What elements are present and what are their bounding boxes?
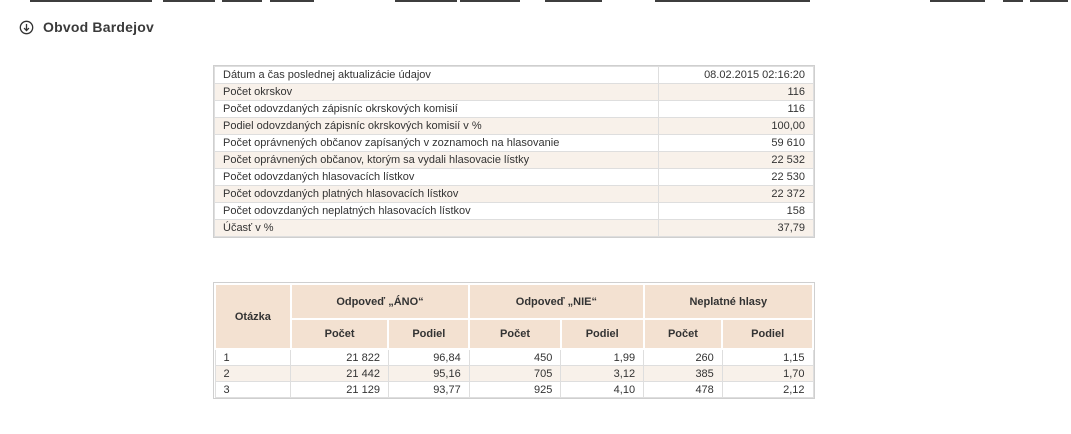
col-header-invalid-group: Neplatné hlasy: [644, 284, 813, 319]
invalid-share: 1,15: [722, 349, 813, 366]
yes-count: 21 129: [291, 382, 389, 398]
top-bar-fragment: [655, 0, 810, 2]
no-share: 3,12: [561, 366, 644, 382]
col-header-no-count: Počet: [469, 319, 561, 349]
no-share: 1,99: [561, 349, 644, 366]
summary-row: [215, 169, 814, 186]
summary-row: [215, 67, 814, 84]
summary-row: [215, 101, 814, 118]
summary-row-label: Počet odovzdaných neplatných hlasovacích lístkov: [215, 203, 659, 220]
col-header-invalid-share: Podiel: [722, 319, 813, 349]
summary-row: [215, 135, 814, 152]
col-header-yes-count: Počet: [291, 319, 389, 349]
yes-count: 21 442: [291, 366, 389, 382]
top-bar-fragment: [1030, 0, 1068, 2]
question-number: 3: [215, 382, 291, 398]
top-bar-fragment: [460, 0, 520, 2]
top-bar-fragment: [270, 0, 314, 2]
top-bar-fragment: [222, 0, 262, 2]
no-share: 4,10: [561, 382, 644, 398]
page-title: Obvod Bardejov: [43, 19, 154, 35]
question-number: 1: [215, 349, 291, 366]
circle-arrow-down-icon[interactable]: [19, 20, 34, 35]
summary-row: [215, 186, 814, 203]
yes-count: 21 822: [291, 349, 389, 366]
col-header-yes-group: Odpoveď „ÁNO“: [291, 284, 469, 319]
summary-row-value: 158: [659, 203, 814, 220]
summary-row-label: Počet odovzdaných hlasovacích lístkov: [215, 169, 659, 186]
results-table: [213, 282, 815, 399]
invalid-share: 1,70: [722, 366, 813, 382]
top-bar-fragment: [1003, 0, 1023, 2]
top-bar-fragment: [163, 0, 215, 2]
yes-share: 93,77: [388, 382, 469, 398]
summary-row-label: Počet odovzdaných zápisníc okrskových komisií: [215, 101, 659, 118]
no-count: 705: [469, 366, 561, 382]
invalid-share: 2,12: [722, 382, 813, 398]
summary-row-value: 22 372: [659, 186, 814, 203]
summary-row-label: Počet oprávnených občanov zapísaných v zoznamoch na hlasovanie: [215, 135, 659, 152]
top-bar-fragment: [545, 0, 602, 2]
summary-row-label: Podiel odovzdaných zápisníc okrskových komisií v %: [215, 118, 659, 135]
no-count: 925: [469, 382, 561, 398]
summary-row-value: 22 530: [659, 169, 814, 186]
summary-row-value: 08.02.2015 02:16:20: [659, 67, 814, 84]
summary-row: [215, 203, 814, 220]
col-header-invalid-count: Počet: [644, 319, 723, 349]
yes-share: 96,84: [388, 349, 469, 366]
invalid-count: 260: [644, 349, 723, 366]
summary-row-value: 59 610: [659, 135, 814, 152]
summary-row: [215, 118, 814, 135]
results-row: [215, 366, 813, 382]
section-header: [19, 19, 154, 35]
summary-row-label: Počet odovzdaných platných hlasovacích lístkov: [215, 186, 659, 203]
summary-row: [215, 152, 814, 169]
top-bar-fragment: [395, 0, 457, 2]
summary-table: [213, 65, 815, 238]
yes-share: 95,16: [388, 366, 469, 382]
results-table-body: [215, 349, 813, 398]
summary-row: [215, 84, 814, 101]
summary-row-label: Dátum a čas poslednej aktualizácie údajov: [215, 67, 659, 84]
summary-row: [215, 220, 814, 237]
summary-row-value: 100,00: [659, 118, 814, 135]
summary-row-label: Účasť v %: [215, 220, 659, 237]
summary-row-value: 22 532: [659, 152, 814, 169]
col-header-no-group: Odpoveď „NIE“: [469, 284, 643, 319]
results-row: [215, 382, 813, 398]
results-row: [215, 349, 813, 366]
col-header-question: Otázka: [215, 284, 291, 349]
question-number: 2: [215, 366, 291, 382]
no-count: 450: [469, 349, 561, 366]
col-header-no-share: Podiel: [561, 319, 644, 349]
top-bar-fragment: [930, 0, 985, 2]
summary-row-value: 116: [659, 84, 814, 101]
col-header-yes-share: Podiel: [388, 319, 469, 349]
summary-table-body: [215, 67, 814, 237]
summary-row-value: 37,79: [659, 220, 814, 237]
summary-row-label: Počet okrskov: [215, 84, 659, 101]
summary-row-label: Počet oprávnených občanov, ktorým sa vydali hlasovacie lístky: [215, 152, 659, 169]
invalid-count: 478: [644, 382, 723, 398]
top-bar-fragment: [30, 0, 152, 2]
invalid-count: 385: [644, 366, 723, 382]
summary-row-value: 116: [659, 101, 814, 118]
